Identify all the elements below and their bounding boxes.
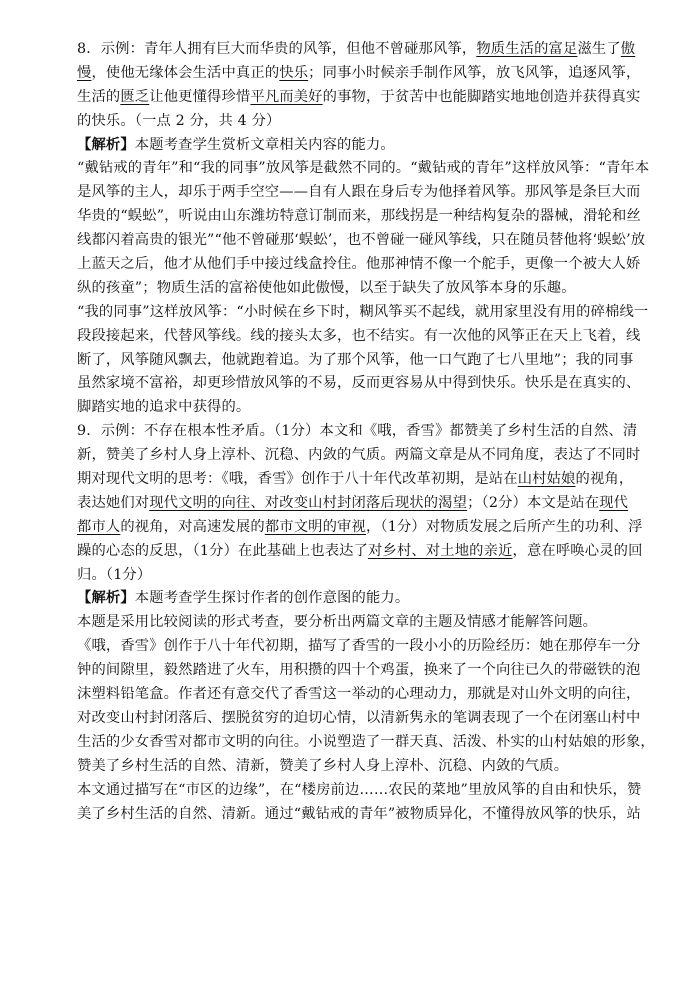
- text-run: 生活的少女香雪对都市文明的向往。小说塑造了一群天真、活泼、朴实的山村姑娘的形象，: [77, 733, 655, 750]
- text-run: ，使他无缘体会生活中真正的: [91, 64, 280, 81]
- text-line: [77, 779, 642, 803]
- text-run: 上蓝天之后，他才从他们手中接过线盒拎住。他那神情不像一个舵手，更像一个被大人娇: [77, 256, 641, 273]
- text-run: 躁的心态的反思，（1分）在此基础上也表达了: [77, 542, 369, 559]
- text-line: [77, 372, 641, 396]
- text-line: [77, 611, 627, 635]
- text-run: ，（1分）对物质发展之后所产生的功利、浮: [365, 518, 643, 535]
- text-line: [77, 587, 627, 611]
- text-line: [77, 635, 641, 659]
- text-line: [77, 420, 638, 444]
- text-line: [77, 349, 634, 373]
- text-run: 滋生了: [577, 41, 621, 57]
- text-run: 的快乐。（一点 2 分，共 4 分）: [77, 112, 281, 129]
- underlined-answer-keyword: 山村姑娘: [517, 471, 576, 488]
- analysis-heading-label: 【解析】: [77, 590, 135, 607]
- text-line: [77, 229, 646, 253]
- text-run: 的视角，对高速发展的: [120, 518, 265, 535]
- text-run: 对改变山村封闭落后、摆脱贫穷的迫切心情，以清新隽永的笔调表现了一个在闭塞山村中: [77, 709, 641, 726]
- text-run: 钟的间隙里，毅然踏进了火车，用积攒的四十个鸡蛋，换来了一个向往已久的带磁铁的泡: [77, 662, 641, 679]
- text-line: [77, 38, 636, 62]
- text-run: ，意在呼唤心灵的回: [512, 542, 643, 559]
- text-line: [77, 659, 641, 683]
- text-run: 本文通过描写在“市区的边缘”，在“楼房前边……农民的菜地”里放风筝的自由和快乐，赞: [77, 781, 642, 798]
- text-run: 新，赞美了乡村人身上淳朴、沉稳、内敛的气质。两篇文章是从不同角度，表达了不同时: [77, 447, 641, 464]
- text-line: [77, 492, 627, 516]
- text-line: [77, 755, 627, 779]
- text-run: 《哦，香雪》创作于八十年代初期，描写了香雪的一段小小的历险经历：她在那停车一分: [77, 638, 641, 655]
- text-run: 本题考查学生赏析文章相关内容的能力。: [134, 136, 395, 153]
- text-run: 9．示例：不存在根本性矛盾。（1分）本文和《哦，香雪》都赞美了乡村生活的自然、清: [77, 423, 638, 440]
- text-run: 沫塑料铅笔盒。作者还有意交代了香雪这一举动的心理动力，那就是对山外文明的向往，: [77, 686, 641, 703]
- text-line: [77, 86, 641, 110]
- text-run: 线都闪着高贵的银光”“他不曾碰那‘蜈蚣’，也不曾碰一碰风筝线，只在随员替他将‘蜈蚣’放: [77, 232, 646, 249]
- underlined-answer-keyword: 物质生活的富足: [476, 41, 578, 57]
- text-run: ；同事小时候亲手制作风筝，放飞风筝，追逐风筝，: [308, 64, 641, 81]
- text-run: 表达她们对: [77, 494, 150, 511]
- text-run: 段段接起来，代替风筝线。线的接头太多，也不结实。有一次他的风筝正在天上飞着，线: [77, 327, 641, 344]
- text-run: 让他更懂得珍惜: [149, 88, 251, 105]
- text-run: 的视角，: [575, 471, 634, 488]
- text-run: 生活的: [77, 88, 121, 105]
- text-line: [77, 516, 643, 540]
- text-line: [77, 325, 641, 349]
- underlined-answer-keyword: 平凡而美好: [250, 88, 323, 105]
- underlined-answer-keyword: 快乐: [279, 64, 309, 81]
- text-line: [77, 134, 627, 158]
- underlined-answer-keyword: 匮乏: [120, 88, 150, 105]
- analysis-heading-label: 【解析】: [77, 136, 135, 153]
- text-run: 虽然家境不富裕，却更珍惜放风筝的不易，反而更容易从中得到快乐。快乐是在真实的、: [77, 375, 641, 392]
- underlined-answer-keyword: 都市文明的审视: [264, 518, 366, 535]
- text-run: 美了乡村生活的自然、清新。通过“戴钻戒的青年”被物质异化，不懂得放风筝的快乐，站: [77, 805, 641, 822]
- document-page: [77, 38, 655, 826]
- underlined-answer-keyword: 都市人: [77, 518, 121, 535]
- text-line: [77, 205, 641, 229]
- text-line: [77, 564, 627, 588]
- text-line: [77, 468, 634, 492]
- text-run: 断了，风筝随风飘去，他就跑着追。为了那个风筝，他一口气跑了七八里地”；我的同事: [77, 351, 634, 368]
- text-run: 华贵的“蜈蚣”，听说由山东潍坊特意订制而来，那线拐是一种结构复杂的器械，滑轮和丝: [77, 208, 641, 225]
- text-line: [77, 683, 641, 707]
- text-run: 纵的孩童”；物质生活的富裕使他如此傲慢，以至于缺失了放风筝本身的乐趣。: [77, 279, 576, 296]
- text-line: [77, 707, 641, 731]
- text-line: [77, 301, 649, 325]
- text-run: 本题考查学生探讨作者的创作意图的能力。: [134, 590, 410, 607]
- text-run: 脚踏实地的追求中获得的。: [77, 399, 251, 416]
- text-line: [77, 444, 641, 468]
- text-line: [77, 803, 641, 827]
- underlined-answer-keyword: 傲: [620, 41, 636, 57]
- text-line: [77, 157, 650, 181]
- text-run: 期对现代文明的思考：《哦，香雪》创作于八十年代改革初期，是站在: [77, 471, 518, 488]
- text-run: ；（2分）本文是站在: [467, 494, 600, 511]
- text-run: 是风筝的主人，却乐于两手空空——自有人跟在身后专为他择着风筝。那风筝是条巨大而: [77, 184, 641, 201]
- underlined-answer-keyword: 慢: [77, 64, 92, 81]
- text-run: 8．示例：青年人拥有巨大而华贵的风筝，但他不曾碰那风筝，: [77, 41, 477, 57]
- text-line: [77, 181, 641, 205]
- text-run: 本题是采用比较阅读的形式考查，要分析出两篇文章的主题及情感才能解答问题。: [77, 614, 598, 631]
- text-run: 赞美了乡村生活的自然、清新，赞美了乡村人身上淳朴、沉稳、内敛的气质。: [77, 757, 569, 774]
- text-line: [77, 540, 643, 564]
- text-run: “戴钻戒的青年”和“我的同事”放风筝是截然不同的。“戴钻戒的青年”这样放风筝：“青年本: [77, 160, 650, 177]
- underlined-answer-keyword: 现代文明的向往、对改变山村封闭落后现状的渴望: [149, 494, 468, 511]
- text-line: [77, 62, 641, 86]
- text-line: [77, 110, 627, 134]
- text-run: 的事物，于贫苦中也能脚踏实地地创造并获得真实: [322, 88, 641, 105]
- text-line: [77, 253, 641, 277]
- text-run: 归。（1分）: [77, 566, 152, 583]
- underlined-answer-keyword: 现代: [599, 494, 629, 511]
- text-line: [77, 731, 655, 755]
- underlined-answer-keyword: 对乡村、对土地的亲近: [368, 542, 513, 559]
- text-line: [77, 396, 627, 420]
- text-line: [77, 277, 627, 301]
- text-run: “我的同事”这样放风筝：“小时候在乡下时，糊风筝买不起线，就用家里没有用的碎棉线一: [77, 303, 649, 320]
